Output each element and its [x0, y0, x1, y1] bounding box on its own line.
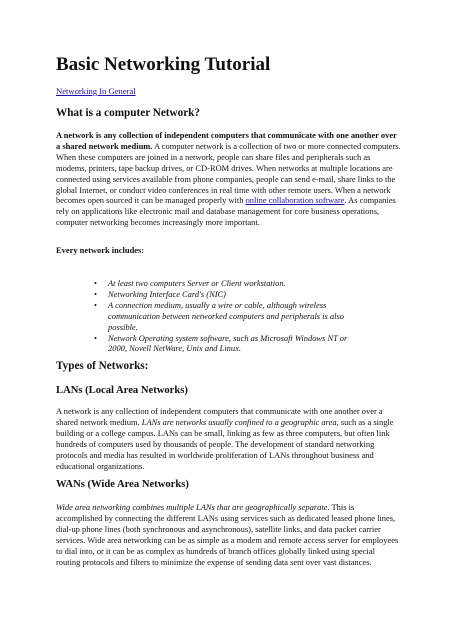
body-text-end: . As companies rely on applications like electronic mail and database management for core business operations, computer networking becomes increasingly more important.	[56, 195, 396, 228]
network-definition-paragraph	[56, 130, 401, 228]
page-title: Basic Networking Tutorial	[56, 54, 271, 75]
includes-label: Every network includes:	[56, 245, 145, 255]
list-item: • Networking Interface Card's (NIC)	[56, 289, 348, 300]
section-heading-what-is-network: What is a computer Network?	[56, 107, 200, 119]
list-item: • A connection medium, usually a wire or cable, although wireless communication between networked computers and peripherals is also possible.	[56, 300, 348, 333]
list-item: • Network Operating system software, such as Microsoft Windows NT or 2000, Novell NetWare, Unix and Linux.	[56, 333, 348, 355]
wan-heading: WANs (Wide Area Networks)	[56, 479, 189, 490]
includes-list	[56, 278, 401, 354]
bold-intro: A network is any collection of independent computers that communicate with one another over a shared network medium.	[56, 130, 397, 151]
lan-text-2: such as a single building or a college campus. LANs can be small, linking as few as three computers, but often link hundreds of computers used by thousands of people. The development of standard networking protocols and media has resulted in worldwide proliferation of LANs throughout business and educational organizations.	[56, 416, 394, 471]
collaboration-software-link[interactable]: online collaboration software	[245, 195, 345, 206]
wan-italic: Wide area networking combines multiple LANs that are geographically separate.	[56, 502, 330, 512]
breadcrumb-link[interactable]: Networking In General	[56, 86, 136, 96]
types-heading: Types of Networks:	[56, 360, 149, 372]
lan-heading: LANs (Local Area Networks)	[56, 385, 188, 396]
lan-paragraph	[56, 406, 401, 471]
lan-text: A network is any collection of independent computers that communicate with one another over a shared network medium.	[56, 406, 383, 427]
wan-paragraph	[56, 502, 401, 567]
wan-text: This is accomplished by connecting the different LANs using services such as dedicated leased phone lines, dial-up phone lines (both synchronous and asynchronous), satellite links, and data packet carrier services. Wide area networking can be as simple as a modem and remote access server for employees to dial into, or it can be as complex as hundreds of branch offices globally linked using special routing protocols and filters to minimize the expense of sending data sent over vast distances.	[56, 502, 399, 567]
list-item: • At least two computers Server or Client workstation.	[56, 278, 348, 289]
lan-italic: LANs are networks usually confined to a geographic area,	[141, 416, 339, 427]
body-text: A computer network is a collection of two or more connected computers. When these computers are joined in a network, people can share files and peripherals such as modems, printers, tape backup drives, or CD-ROM drives. When networks at multiple locations are connected using services available from phone companies, people can send e-mail, share links to the global Internet, or conduct video conferences in real time with other remote users. When a network becomes open sourced it can be managed properly with	[56, 140, 401, 206]
